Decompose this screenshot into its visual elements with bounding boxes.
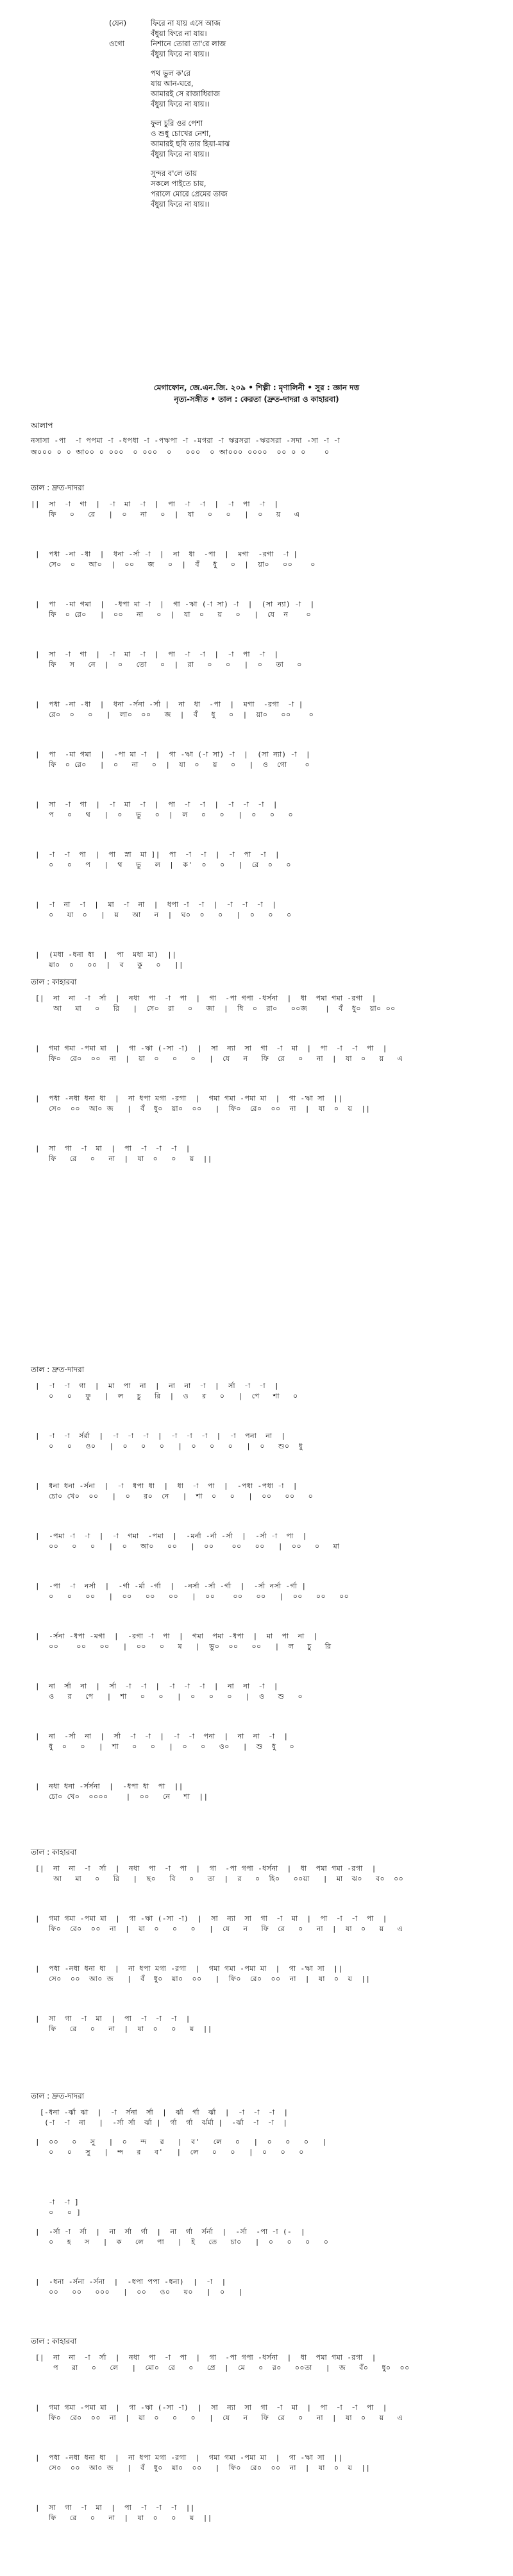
alap-swara-row: নসাসা -পা -া পপমা -া -ধপধা -া -পঋপা -া -মগরা -া ঋরসরা -ঋরসরা -সদা -সা -া -া [31, 436, 341, 445]
syllable-line: রে০ ০ ০ | লা০ ০০ জ | বঁ ধু ০ | য়া০ ০০ ০ [31, 710, 319, 719]
notation-row [31, 649, 508, 670]
syllable-line: ০ হ স | ক লে পা | ই তে চা০ | ০ ০ ০ ০ [31, 2238, 338, 2246]
notation-row [31, 1381, 508, 1402]
swara-line: | সা গা -া মা | পা -া -া -া | [31, 2014, 190, 2023]
song-lyrics [109, 18, 378, 209]
swara-line: | সা -া গা | -া মা -া | পা -া -া | -া পা -া | [31, 650, 279, 658]
swara-line: | -া -া পা | পা স্না মা ]| পা -া -া | -া পা -া | [31, 850, 280, 859]
swara-line: | -া না -া | মা -া না | ধপা -া -া | -া -া -া | [31, 900, 277, 909]
lyric-text: যায় আন-ঘরে, [151, 79, 194, 88]
notation-row [31, 599, 508, 620]
syllable-line: সে০ ০০ আ০ জ | বঁ ধু০ য়া০ ০০ | ফি০ রে০ ০০ না | যা ০ য় || [31, 1975, 371, 1983]
swara-line: | (মধা -ধনা ধা | পা মধা মা) || [31, 950, 177, 959]
swara-line: | না -র্সা না | র্সা -া -া | -া -া পনা | না না -া | [31, 1732, 289, 1740]
notation-row [31, 2014, 508, 2034]
swara-line: [| না না -া র্সা | নধা পা -া পা | গা -পা গপা -ধর্সনা | ধা পমা গমা -রগা | [31, 1864, 376, 1873]
syllable-line: ০ ০ সু | ন্দ র ব' | লে ০ ০ | ০ ০ ০ [31, 2148, 317, 2156]
lyric-line [109, 149, 378, 159]
swara-line: [| না না -া র্সা | নধা পা -া পা | গা -পা গপা -ধর্সনা | ধা পমা গমা -রগা | [31, 994, 376, 1002]
swara-line: | -র্সা -া র্সা | না র্সা র্গা | না র্গা র্সর্না | -র্সা -পা -া (- | [31, 2228, 306, 2236]
lyric-text: ফিরে না যায় এসে আজ [151, 19, 221, 28]
notation-row [31, 1581, 508, 1602]
notation-row [31, 1864, 508, 1884]
tala-title: তাল : কাহারবা [31, 1848, 77, 1857]
syllable-line: ০ যা ০ | য় আ ন | ঘ০ ০ ০ | ০ ০ ০ [31, 911, 301, 919]
lyric-line [109, 199, 378, 209]
lyric-label [109, 128, 151, 139]
lyric-text: ও শুধু চোখের নেশা, [151, 129, 211, 138]
swara-line: | -া -া র্সর্রা | -া -া -া | -া -া -া | -া পনা না | [31, 1432, 286, 1440]
syllable-line: আ মা ০ রি | সে০ রা ০ জা | ধি ০ রা০ ০০জ | বঁ ধু০ য়া০ ০০ [31, 1004, 409, 1013]
lyric-line [109, 168, 378, 178]
syllable-line: ০ ০ ও০ | ০ ০ ০ | ০ ০ ০ | ০ শু০ ধু [31, 1442, 312, 1450]
credits-line-2: নৃত্য-সঙ্গীত • তাল : কেরতা (দ্রুত-দাদরা ও কাহারবা) [174, 395, 339, 404]
credits-line-1: মেগাফোন, জে.এন.জি. ২০৯ • শিল্পী : মৃণালিনী • সুর : জ্ঞান দত্ত [153, 383, 360, 392]
notation-row [31, 1531, 508, 1552]
lyric-label: ওগো [109, 39, 124, 48]
notation-row [31, 1144, 508, 1164]
lyric-line [109, 28, 378, 39]
notation-row [31, 750, 508, 770]
notation-row [31, 1631, 508, 1652]
notation-row [31, 850, 508, 870]
notation-row [31, 1964, 508, 1984]
lyric-label [109, 49, 151, 59]
syllable-line: সে০ ০০ আ০ জ | বঁ ধু০ য়া০ ০০ | ফি০ রে০ ০০ না | যা ০ য় || [31, 2464, 371, 2472]
syllable-line: চো০ খে০ ০০ | ০ র০ নে | শা ০ ০ | ০০ ০০ ০ [31, 1492, 323, 1500]
lyric-text: ফুল চুরি ওর পেশা [151, 119, 203, 128]
syllable-line: প রা ০ লে | মো০ রে ০ প্রে | মে ০ র০ ০০তা | জ বঁ০ ধু০ ০০ [31, 2364, 423, 2372]
notation-row [31, 800, 508, 820]
swara-line: | নধা ধনা -র্সর্সনা | -ধপা ধা পা || [31, 1782, 183, 1790]
swara-line: | না র্সা না | র্সা -া -া | -া -া -া | না না -া | [31, 1682, 278, 1690]
lyric-label [109, 78, 151, 89]
lyric-text: পথ ভুল ক'রে [151, 69, 190, 78]
stanza-gap [109, 109, 378, 118]
notation-row [31, 1731, 508, 1752]
lyric-text: আমারই সে রাজাধিরাজ [151, 89, 220, 98]
lyric-text: বঁধুয়া ফিরে না যায়।। [151, 200, 210, 209]
lyric-text: বঁধুয়া ফিরে না যায়। [151, 29, 207, 38]
swara-line: | পধা -নধা ধনা ধা | না ধপা মগা -রগা | গমা গমা -পমা মা | গা -ঋা সা || [31, 1094, 343, 1103]
tala-title: তাল : দ্রুত-দাদরা [31, 2091, 85, 2100]
lyric-label [109, 168, 151, 178]
syllable-line: চো০ খে০ ০০০০ | ০০ নে শা || [31, 1792, 208, 1801]
swara-line: | গমা গমা -পমা মা | গা -ঋা (-সা -া) | সা ন্যা সা গা -া মা | পা -া -া পা | [31, 1044, 387, 1052]
notation-row [31, 2137, 508, 2158]
notation-row [31, 2277, 508, 2297]
lyric-text: পরালে মোরে প্রেমের তাজ [151, 189, 228, 198]
lyric-label [109, 199, 151, 209]
swara-line: | পধা -না -ধা | ধনা -র্সনা -র্সা | না ধা -পা | মগা -রগা -া | [31, 700, 303, 708]
notation-row [31, 2197, 508, 2218]
stanza-gap [109, 159, 378, 168]
lyric-line [109, 139, 378, 149]
swara-line: | সা গা -া মা | পা -া -া -া || [31, 2503, 195, 2512]
syllable-line: আ মা ০ রি | ছ০ বি ০ তা | র ০ হি০ ০০য়া | মা ঝ০ ব০ ০০ [31, 1875, 417, 1883]
lyric-label [109, 139, 151, 149]
notation-row [31, 1043, 508, 1064]
syllable-line: ০ ০ ] [31, 2208, 81, 2217]
notation-row [31, 549, 508, 570]
notation-row [31, 2227, 508, 2247]
syllable-line: ফি০ রে০ ০০ না | য়া ০ ০ ০ | যে ন ফি রে ০ না | যা ০ য় এ [31, 1054, 412, 1063]
syllable-line: প ০ থ | ০ ভু ০ | ল ০ ০ | ০ ০ ০ [31, 811, 303, 819]
syllable-line: ০০ ০০ ০০ | ০০ ০ ম | ভু০ ০০ ০০ | ল চু রি [31, 1642, 341, 1651]
notation-row [31, 1094, 508, 1114]
swara-line: | -পা -া নর্সা | -র্গা -র্মা -র্গা | -নর্সা -র্সা -র্গা | -র্সা নর্সা -র্গা | [31, 1582, 307, 1590]
syllable-line: সে০ ০০ আ০ জ | বঁ ধু০ য়া০ ০০ | ফি০ রে০ ০০ না | যা ০ য় || [31, 1104, 371, 1113]
swara-line: | সা -া গা | -া মা -া | পা -া -া | -া -া -া | [31, 800, 278, 809]
lyric-line [109, 49, 378, 59]
notation-row [31, 1681, 508, 1702]
tala-title: তাল : কাহারবা [31, 2337, 77, 2346]
tala-title: তাল : কাহারবা [31, 977, 77, 986]
syllable-line: ০ ০ ফু | ল চু রি | ও র ০ | পে শা ০ [31, 1392, 307, 1400]
swara-line: | পধা -নধা ধনা ধা | না ধপা মগা -রগা | গমা গমা -পমা মা | গা -ঋা সা || [31, 1964, 343, 1973]
syllable-line: ফি০ রে০ ০০ না | য়া ০ ০ ০ | যে ন ফি রে ০ না | যা ০ য় এ [31, 1925, 412, 1933]
swara-line: | -া -া গা | মা পা না | না না -া | র্সা -া -া | [31, 1382, 280, 1390]
lyric-line [109, 78, 378, 89]
syllable-line: ফি স নে | ০ তো ০ | রা ০ ০ | ০ তা ০ [31, 660, 311, 669]
notation-row [31, 2353, 508, 2373]
swara-line: || সা -া গা | -া মা -া | পা -া -া | -া পা -া | [31, 500, 279, 508]
syllable-line: য়া০ ০ ০০ | ব কু ০ || [31, 961, 184, 969]
syllable-line: ধু ০ ০ | শা ০ ০ | ০ ০ ও০ | শু ধু ০ [31, 1742, 304, 1751]
lyric-text: বঁধুয়া ফিরে না যায়।। [151, 99, 210, 108]
notation-row [31, 2503, 508, 2523]
lyric-line [109, 89, 378, 99]
swara-line: | -ধনা -র্সনা -র্সনা | -ধপা পপা -ধনা) | -া | [31, 2278, 226, 2286]
alap-title: আলাপ [31, 421, 53, 430]
swara-line: | ০০ ০ সু | ০ ন্দ র | ব' লে ০ | ০ ০ ০ | [31, 2138, 327, 2146]
notation-row [31, 950, 508, 970]
swara-line: | পধা -নধা ধনা ধা | না ধপা মগা -রগা | গমা গমা -পমা মা | গা -ঋা সা || [31, 2453, 343, 2462]
lyric-label: (যেন) [109, 19, 127, 28]
syllable-line: ফি রে ০ না | যা ০ ০ য় || [31, 2514, 212, 2522]
syllable-line: ফি ০ রে০ | ০ না ০ | যা ০ য় ০ | ও গো ০ [31, 760, 324, 769]
lyric-text: নিশানে তোরা তা'রে লাজ [151, 39, 226, 48]
swara-line: | পধা -না -ধা | ধনা -র্সা -া | না ধা -পা | মগা -রগা -া | [31, 550, 298, 558]
syllable-line: ০ ০ প | থ ভু ল | ক' ০ ০ | রে ০ ০ [31, 861, 300, 869]
swara-line: [-ধনা -র্ঝা ঝা | -া র্সনা র্সা | র্ঝা র্গা র্ঝা | -া -া -া | [31, 2108, 289, 2117]
notation-row [31, 2108, 508, 2128]
lyric-label [109, 89, 151, 99]
lyric-label [109, 178, 151, 189]
lyric-label [109, 149, 151, 159]
lyric-line [109, 18, 378, 28]
syllable-line: ফি রে ০ না | যা ০ ০ য় || [31, 1155, 212, 1163]
notation-row [31, 700, 508, 720]
notation-row [31, 900, 508, 920]
swara-line: | পা -মা গমা | -পা মা -া | গা -ঋা (-া সা) -া | (সা ন্যা) -া | [31, 750, 311, 759]
syllable-line: ফি ০ রে০ | ০০ না ০ | যা ০ য় ০ | যে ন ০ [31, 610, 325, 619]
syllable-line: ০০ ০ ০ | ০ আ০ ০০ | ০০ ০০ ০০ | ০০ ০ মা [31, 1542, 349, 1550]
stanza-gap [109, 59, 378, 68]
lyric-text: বঁধুয়া ফিরে না যায়।। [151, 150, 210, 159]
lyric-label [109, 28, 151, 39]
lyric-line [109, 39, 378, 49]
lyric-text: সকলে পাইতে চায়, [151, 179, 206, 188]
lyric-line [109, 118, 378, 128]
swara-line: | -পমা -া -া | -া গমা -পমা | -মর্না -র্না -র্সা | -র্সা -া পা | [31, 1532, 307, 1540]
lyric-line [109, 128, 378, 139]
lyric-line [109, 189, 378, 199]
lyric-text: বঁধুয়া ফিরে না যায়।। [151, 49, 210, 58]
swara-line: | গমা গমা -পমা মা | গা -ঋা (-সা -া) | সা ন্যা সা গা -া মা | পা -া -া পা | [31, 2403, 387, 2412]
syllable-line: ফি০ রে০ ০০ না | য়া ০ ০ ০ | যে ন ফি রে ০ না | যা ০ য় এ [31, 2414, 412, 2422]
tala-title: তাল : দ্রুত-দাদরা [31, 483, 85, 492]
lyric-line [109, 99, 378, 109]
swara-line: | -র্সনা -ধপা -মগা | -রগা -া পা | গমা পমা -ধপা | মা পা না | [31, 1632, 318, 1640]
syllable-line: ০ ০ ০০ | ০০ ০০ ০০ | ০০ ০০ ০০ | ০০ ০০ ০০ [31, 1592, 358, 1601]
notation-row [31, 993, 508, 1014]
lyric-line [109, 178, 378, 189]
song-credits [0, 382, 513, 405]
notation-row [31, 1914, 508, 1934]
alap-lyric-row: অ০০০ ০ ০ আ০০ ০ ০০০ ০ ০০০ ০ ০০০ ০ আ০০০ ০০০০ ০০ ০ ০ ০ [31, 448, 330, 456]
syllable-line: ০০ ০০ ০০০ | ০০ ও০ য়০ | ০ | [31, 2288, 243, 2296]
syllable-line: ফি ০ রে | ০ না ০ | যা ০ ০ | ০ য় এ [31, 510, 309, 519]
lyric-label [109, 99, 151, 109]
swara-line: -া -া ] [31, 2198, 80, 2206]
tala-title: তাল : দ্রুত-দাদরা [31, 1365, 85, 1374]
syllable-line: সে০ ০ আ০ | ০০ জ ০ | বঁ ধু ০ | য়া০ ০০ ০ [31, 560, 320, 569]
notation-row [31, 2403, 508, 2423]
lyric-text: আমারই ছবি তার হিয়া-মাঝ [151, 139, 230, 148]
notation-row [31, 1782, 508, 1802]
swara-line: | পা -মা গমা | -ধপা মা -া | গা -ঋা (-া সা) -া | (সা ন্যা) -া | [31, 600, 315, 608]
swara-line: | সা গা -া মা | পা -া -া -া | [31, 1144, 190, 1153]
syllable-line: (-া -া না | -র্সা র্সা র্ঝা | র্গা র্গা র্ঝর্মা | -র্ঝা -া -া | [31, 2118, 288, 2127]
swara-line: | গমা গমা -পমা মা | গা -ঋা (-সা -া) | সা ন্যা সা গা -া মা | পা -া -া পা | [31, 1914, 387, 1923]
lyric-text: সুন্দর ব'লে তায় [151, 169, 197, 178]
lyric-label [109, 68, 151, 78]
swara-line: [| না না -া র্সা | নধা পা -া পা | গা -পা গপা -ধর্সনা | ধা পমা গমা -রগা | [31, 2353, 376, 2362]
notation-row [31, 1481, 508, 1502]
syllable-line: ও র পে | শা ০ ০ | ০ ০ ০ | ও শু ০ [31, 1692, 312, 1701]
notation-row [31, 1431, 508, 1452]
notation-row [31, 2453, 508, 2473]
lyric-label [109, 118, 151, 128]
lyric-line [109, 68, 378, 78]
swara-line: | ধনা ধনা -র্সনা | -া ধপা ধা | ধা -া পা | -পধা -পধা -া | [31, 1482, 298, 1490]
notation-row [31, 499, 508, 520]
syllable-line: ফি রে ০ না | যা ০ ০ য় || [31, 2025, 212, 2033]
lyric-label [109, 189, 151, 199]
